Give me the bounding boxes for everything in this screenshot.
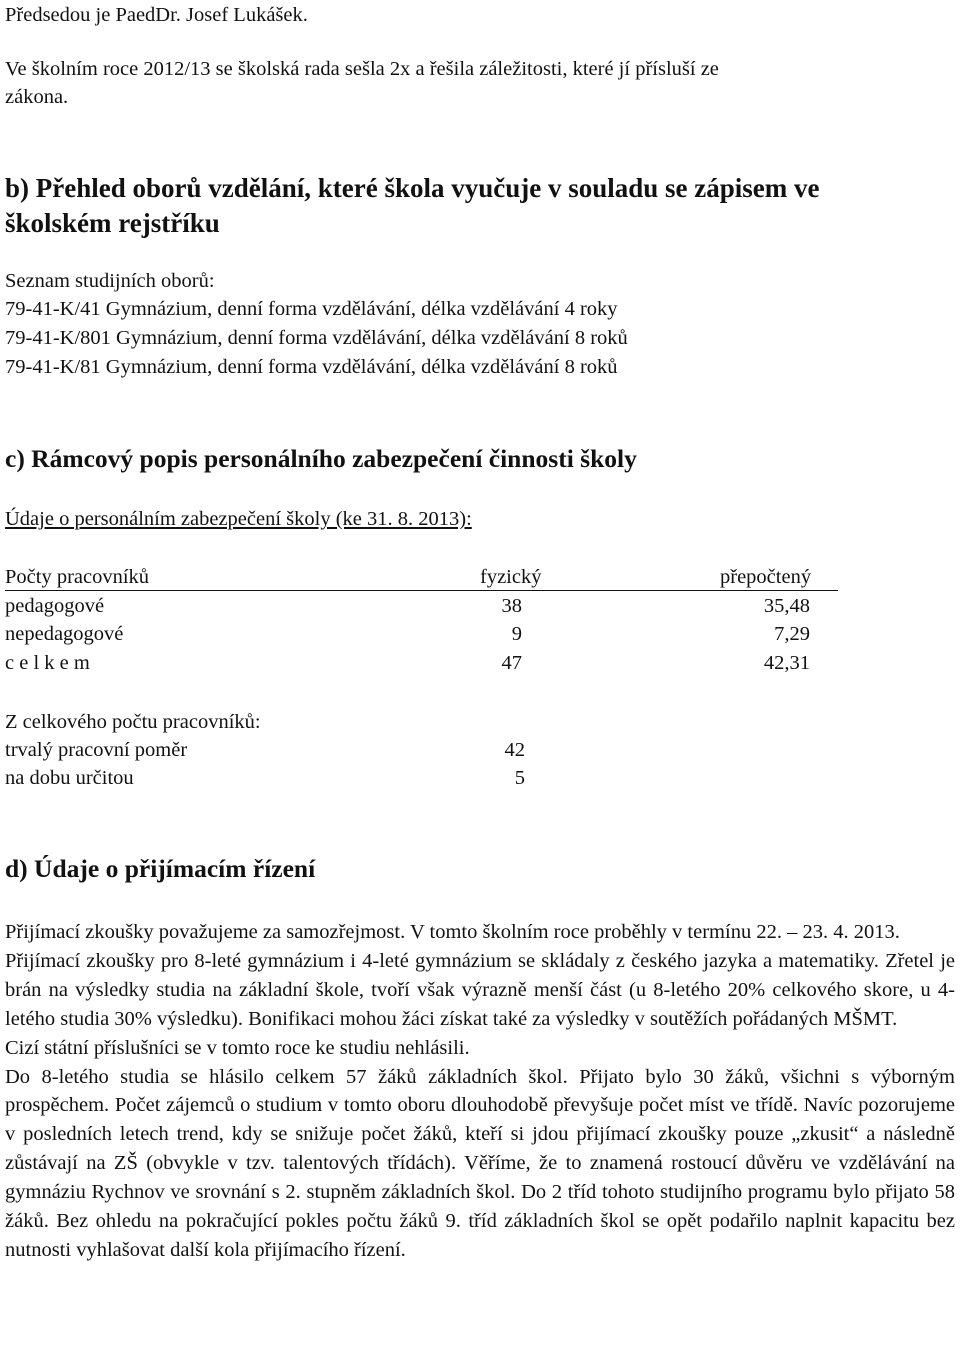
- row-label: c e l k e m: [5, 652, 90, 674]
- row-value-fyzicky: 47: [501, 652, 522, 674]
- paragraph: Cizí státní příslušníci se v tomto roce ke studiu nehlásili.: [5, 1036, 470, 1059]
- study-list-title: Seznam studijních oborů:: [5, 270, 215, 292]
- breakdown-value: 42: [504, 739, 525, 761]
- intro-line-law: zákona.: [5, 86, 69, 108]
- breakdown-label: trvalý pracovní poměr: [5, 739, 188, 761]
- table-header-cell: Počty pracovníků: [5, 566, 150, 588]
- row-value-fyzicky: 38: [501, 595, 522, 617]
- staff-table-header: [5, 565, 838, 591]
- row-label: pedagogové: [5, 595, 105, 617]
- study-list-item: 79-41-K/801 Gymnázium, denní forma vzdělávání, délka vzdělávání 8 roků: [5, 327, 628, 349]
- table-header-cell: přepočtený: [720, 566, 812, 588]
- study-list-item: 79-41-K/41 Gymnázium, denní forma vzdělávání, délka vzdělávání 4 roky: [5, 298, 618, 320]
- study-list-item: 79-41-K/81 Gymnázium, denní forma vzdělávání, délka vzdělávání 8 roků: [5, 356, 618, 378]
- staff-subtitle: Údaje o personálním zabezpečení školy (ke 31. 8. 2013):: [5, 508, 472, 530]
- paragraph: Do 8-letého studia se hlásilo celkem 57 žáků základních škol. Přijato bylo 30 žáků, všichni s výborným prospěchem. Počet zájemců o studium v tomto oboru dlouhodobě převyšuje počet míst ve třídě. Navíc pozorujeme v posledních letech trend, kdy se snižuje počet žáků, kteří si jdou přijímací zkoušky pouze „zkusit“ a následně zůstávají na ZŠ (obvykle v tzv. talentových třídách). Věříme, že to znamená rostoucí důvěru ve vzdělávání na gymnáziu Rychnov ve srovnání s 2. stupněm základních škol. Do 2 tříd tohoto studijního programu bylo přijato 58 žáků. Bez ohledu na pokračující pokles počtu žáků 9. tříd základních škol se opět podařilo naplnit kapacitu bez nutnosti vyhlašovat další kola přijímacího řízení.: [5, 1065, 955, 1261]
- row-label: nepedagogové: [5, 623, 124, 645]
- breakdown-value: 5: [514, 767, 525, 789]
- breakdown-label: na dobu určitou: [5, 767, 134, 789]
- row-value-prepocteny: 35,48: [763, 595, 810, 617]
- section-b-heading-line2: školském rejstříku: [5, 208, 220, 238]
- admission-text: [5, 918, 955, 1265]
- paragraph: Přijímací zkoušky považujeme za samozřejmost. V tomto školním roce proběhly v termínu 22. – 23. 4. 2013.: [5, 921, 900, 943]
- row-value-fyzicky: 9: [511, 623, 522, 645]
- section-b-heading-line1: b) Přehled oborů vzdělání, které škola vyučuje v souladu se zápisem ve: [5, 173, 820, 203]
- row-value-prepocteny: 7,29: [774, 623, 810, 645]
- intro-line-council: Ve školním roce 2012/13 se školská rada sešla 2x a řešila záležitosti, které jí přísluší ze: [5, 58, 719, 80]
- intro-line-chair: Předsedou je PaedDr. Josef Lukášek.: [5, 4, 308, 26]
- row-value-prepocteny: 42,31: [763, 652, 810, 674]
- total-staff-title: Z celkového počtu pracovníků:: [5, 711, 261, 733]
- paragraph: Přijímací zkoušky pro 8-leté gymnázium i 4-leté gymnázium se skládaly z českého jazyka a matematiky. Zřetel je brán na výsledky studia na základní škole, tvoří však výrazně menší část (u 8-letého 20% celkového skore, u 4-letého studia 30% výsledku). Bonifikaci mohou žáci získat také za výsledky v soutěžích pořádaných MŠMT.: [5, 949, 955, 1030]
- table-header-cell: fyzický: [480, 566, 542, 588]
- section-d-heading: d) Údaje o přijímacím řízení: [5, 854, 316, 883]
- section-c-heading: c) Rámcový popis personálního zabezpečení činnosti školy: [5, 444, 637, 473]
